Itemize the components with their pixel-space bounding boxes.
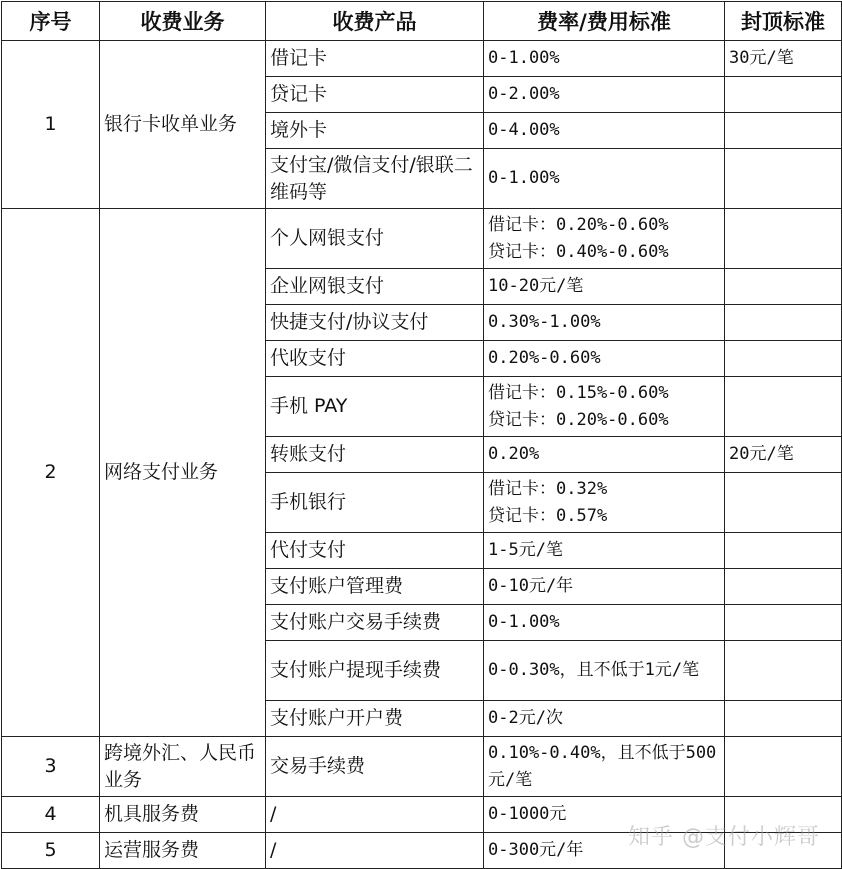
rate-line: 0-4.00% xyxy=(488,120,560,140)
seq-cell: 1 xyxy=(2,41,100,209)
cap-cell xyxy=(725,737,842,797)
rate-line: 0.20% xyxy=(488,444,540,464)
rate-line: 0.20%-0.60% xyxy=(488,348,601,368)
rate-line: 借记卡：0.15%-0.60% xyxy=(488,382,669,403)
rate-line: 0.30%-1.00% xyxy=(488,312,601,332)
business-cell: 机具服务费 xyxy=(100,797,266,833)
rate-line: 0.10%-0.40%，且不低于500元/笔 xyxy=(488,742,717,790)
cap-cell xyxy=(725,113,842,149)
rate-cell xyxy=(484,77,725,113)
cap-cell xyxy=(725,209,842,269)
rate-line: 0-1.00% xyxy=(488,48,560,68)
rate-cell xyxy=(484,149,725,209)
header-product: 收费产品 xyxy=(266,2,484,41)
product-cell: 代付支付 xyxy=(266,533,484,569)
rate-line: 贷记卡：0.40%-0.60% xyxy=(488,241,669,262)
rate-line: 0-1.00% xyxy=(488,168,560,188)
cap-cell xyxy=(725,605,842,641)
rate-cell xyxy=(484,701,725,737)
cap-cell xyxy=(725,377,842,437)
product-cell: / xyxy=(266,833,484,869)
rate-line: 0-1.00% xyxy=(488,612,560,632)
rate-cell xyxy=(484,209,725,269)
cap-cell xyxy=(725,641,842,701)
cap-cell: 20元/笔 xyxy=(725,437,842,473)
watermark: 知乎 @支付小辉哥 xyxy=(628,825,820,850)
rate-cell xyxy=(484,305,725,341)
cap-cell xyxy=(725,473,842,533)
rate-cell xyxy=(484,41,725,77)
rate-line: 10-20元/笔 xyxy=(488,276,584,296)
rate-line: 0-1000元 xyxy=(488,804,567,824)
product-cell: 手机银行 xyxy=(266,473,484,533)
rate-cell xyxy=(484,341,725,377)
seq-cell: 4 xyxy=(2,797,100,833)
rate-cell xyxy=(484,641,725,701)
product-cell: 支付宝/微信支付/银联二维码等 xyxy=(266,149,484,209)
product-cell: 企业网银支付 xyxy=(266,269,484,305)
cap-cell xyxy=(725,77,842,113)
rate-cell xyxy=(484,737,725,797)
table-row xyxy=(2,737,842,797)
rate-line: 0-300元/年 xyxy=(488,840,584,860)
header-rate: 费率/费用标准 xyxy=(484,2,725,41)
rate-line: 0-10元/年 xyxy=(488,576,574,596)
product-cell: 支付账户提现手续费 xyxy=(266,641,484,701)
cap-cell xyxy=(725,569,842,605)
seq-cell: 2 xyxy=(2,209,100,737)
header-seq: 序号 xyxy=(2,2,100,41)
product-cell: 贷记卡 xyxy=(266,77,484,113)
business-cell: 运营服务费 xyxy=(100,833,266,869)
rate-line: 借记卡：0.32% xyxy=(488,478,608,499)
product-cell: 手机 PAY xyxy=(266,377,484,437)
table-body xyxy=(2,41,842,869)
cap-cell xyxy=(725,305,842,341)
table-row xyxy=(2,209,842,269)
cap-cell xyxy=(725,533,842,569)
product-cell: 转账支付 xyxy=(266,437,484,473)
rate-line: 0-2.00% xyxy=(488,84,560,104)
product-cell: / xyxy=(266,797,484,833)
product-cell: 代收支付 xyxy=(266,341,484,377)
product-cell: 快捷支付/协议支付 xyxy=(266,305,484,341)
rate-cell xyxy=(484,605,725,641)
rate-cell xyxy=(484,377,725,437)
rate-line: 借记卡：0.20%-0.60% xyxy=(488,214,669,235)
header-cap: 封顶标准 xyxy=(725,2,842,41)
cap-cell: 30元/笔 xyxy=(725,41,842,77)
product-cell: 支付账户开户费 xyxy=(266,701,484,737)
product-cell: 个人网银支付 xyxy=(266,209,484,269)
seq-cell: 3 xyxy=(2,737,100,797)
rate-cell xyxy=(484,269,725,305)
rate-cell xyxy=(484,533,725,569)
business-cell: 银行卡收单业务 xyxy=(100,41,266,209)
rate-line: 0-0.30%，且不低于1元/笔 xyxy=(488,660,700,680)
rate-line: 1-5元/笔 xyxy=(488,540,563,560)
rate-line: 0-2元/次 xyxy=(488,708,563,728)
product-cell: 支付账户管理费 xyxy=(266,569,484,605)
rate-cell xyxy=(484,569,725,605)
business-cell: 网络支付业务 xyxy=(100,209,266,737)
product-cell: 交易手续费 xyxy=(266,737,484,797)
rate-cell xyxy=(484,473,725,533)
table-header-row xyxy=(2,2,842,41)
cap-cell xyxy=(725,701,842,737)
rate-line: 贷记卡：0.20%-0.60% xyxy=(488,409,669,430)
header-business: 收费业务 xyxy=(100,2,266,41)
product-cell: 借记卡 xyxy=(266,41,484,77)
seq-cell: 5 xyxy=(2,833,100,869)
cap-cell xyxy=(725,269,842,305)
product-cell: 支付账户交易手续费 xyxy=(266,605,484,641)
fee-table xyxy=(1,1,842,869)
rate-cell xyxy=(484,113,725,149)
product-cell: 境外卡 xyxy=(266,113,484,149)
business-cell: 跨境外汇、人民币业务 xyxy=(100,737,266,797)
cap-cell xyxy=(725,341,842,377)
rate-cell xyxy=(484,437,725,473)
rate-line: 贷记卡：0.57% xyxy=(488,505,608,526)
cap-cell xyxy=(725,149,842,209)
table-row xyxy=(2,41,842,77)
